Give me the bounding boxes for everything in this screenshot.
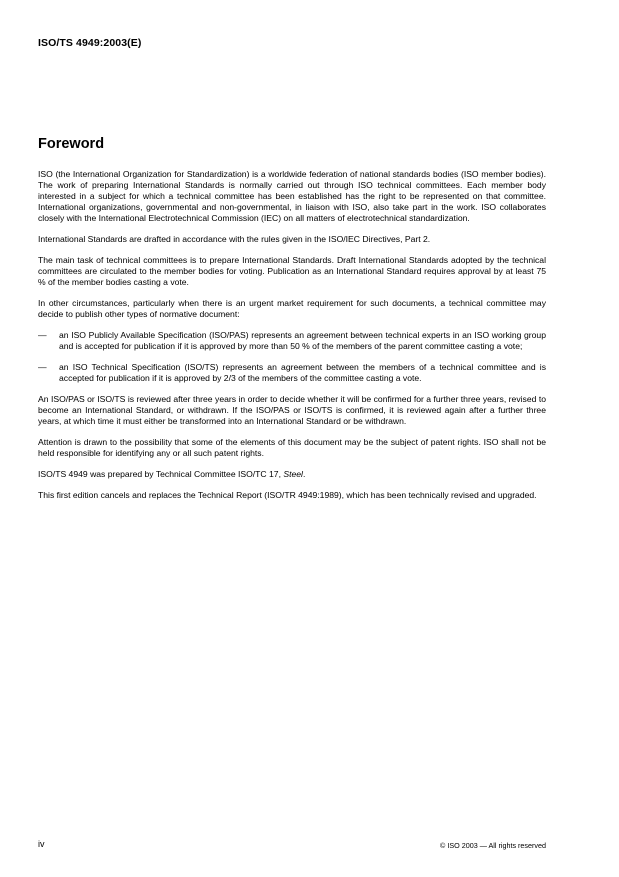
list-item-text: an ISO Publicly Available Specification (ISO/PAS) represents an agreement between technical experts in an ISO working group and is accepted for publication if it is approved by more than 50 % of the members of the parent committee casting a vote; <box>59 330 546 351</box>
dash-bullet: — <box>38 330 47 340</box>
list-item-text: an ISO Technical Specification (ISO/TS) represents an agreement between the members of a technical committee and is accepted for publication if it is approved by 2/3 of the members of the committee casting a vote. <box>59 362 546 383</box>
section-title: Foreword <box>38 136 105 152</box>
foreword-body <box>38 169 546 511</box>
paragraph-committee-task: The main task of technical committees is to prepare International Standards. Draft International Standards adopted by the technical committees are circulated to the member bodies for voting. Publication as an International Standard requires approval by at least 75 % of the member bodies casting a vote. <box>38 255 546 287</box>
paragraph-edition: This first edition cancels and replaces the Technical Report (ISO/TR 4949:1989), which has been technically revised and upgraded. <box>38 490 537 500</box>
list-item <box>38 362 546 384</box>
list-item <box>38 330 546 352</box>
paragraph-directives: International Standards are drafted in accordance with the rules given in the ISO/IEC Directives, Part 2. <box>38 234 431 244</box>
paragraph-iso-federation: ISO (the International Organization for Standardization) is a worldwide federation of national standards bodies (ISO member bodies). The work of preparing International Standards is normally carried out through ISO technical committees. Each member body interested in a subject for which a technical committee has been established has the right to be represented on that committee. International organizations, governmental and non-governmental, in liaison with ISO, also take part in the work. ISO collaborates closely with the International Electrotechnical Commission (IEC) on all matters of electrotechnical standardization. <box>38 169 546 223</box>
paragraph-patent-rights: Attention is drawn to the possibility that some of the elements of this document may be the subject of patent rights. ISO shall not be held responsible for identifying any or all such patent rights. <box>38 437 546 458</box>
dash-bullet: — <box>38 362 47 372</box>
paragraph-review: An ISO/PAS or ISO/TS is reviewed after three years in order to decide whether it will be confirmed for a further three years, revised to become an International Standard, or withdrawn. If the ISO/PAS or ISO/TS is confirmed, it is reviewed again after a further three years, at which time it must either be transformed into an International Standard or be withdrawn. <box>38 394 546 426</box>
copyright-notice: © ISO 2003 — All rights reserved <box>440 841 546 850</box>
committee-name: Steel <box>283 469 303 479</box>
page-number: iv <box>38 839 45 849</box>
prepared-by-end: . <box>302 469 306 479</box>
paragraph-prepared-by <box>38 469 546 480</box>
prepared-by-text: ISO/TS 4949 was prepared by Technical Committee ISO/TC 17, <box>38 469 284 479</box>
document-identifier: ISO/TS 4949:2003(E) <box>38 37 142 49</box>
paragraph-other-circumstances: In other circumstances, particularly when there is an urgent market requirement for such documents, a technical committee may decide to publish other types of normative document: <box>38 298 546 319</box>
